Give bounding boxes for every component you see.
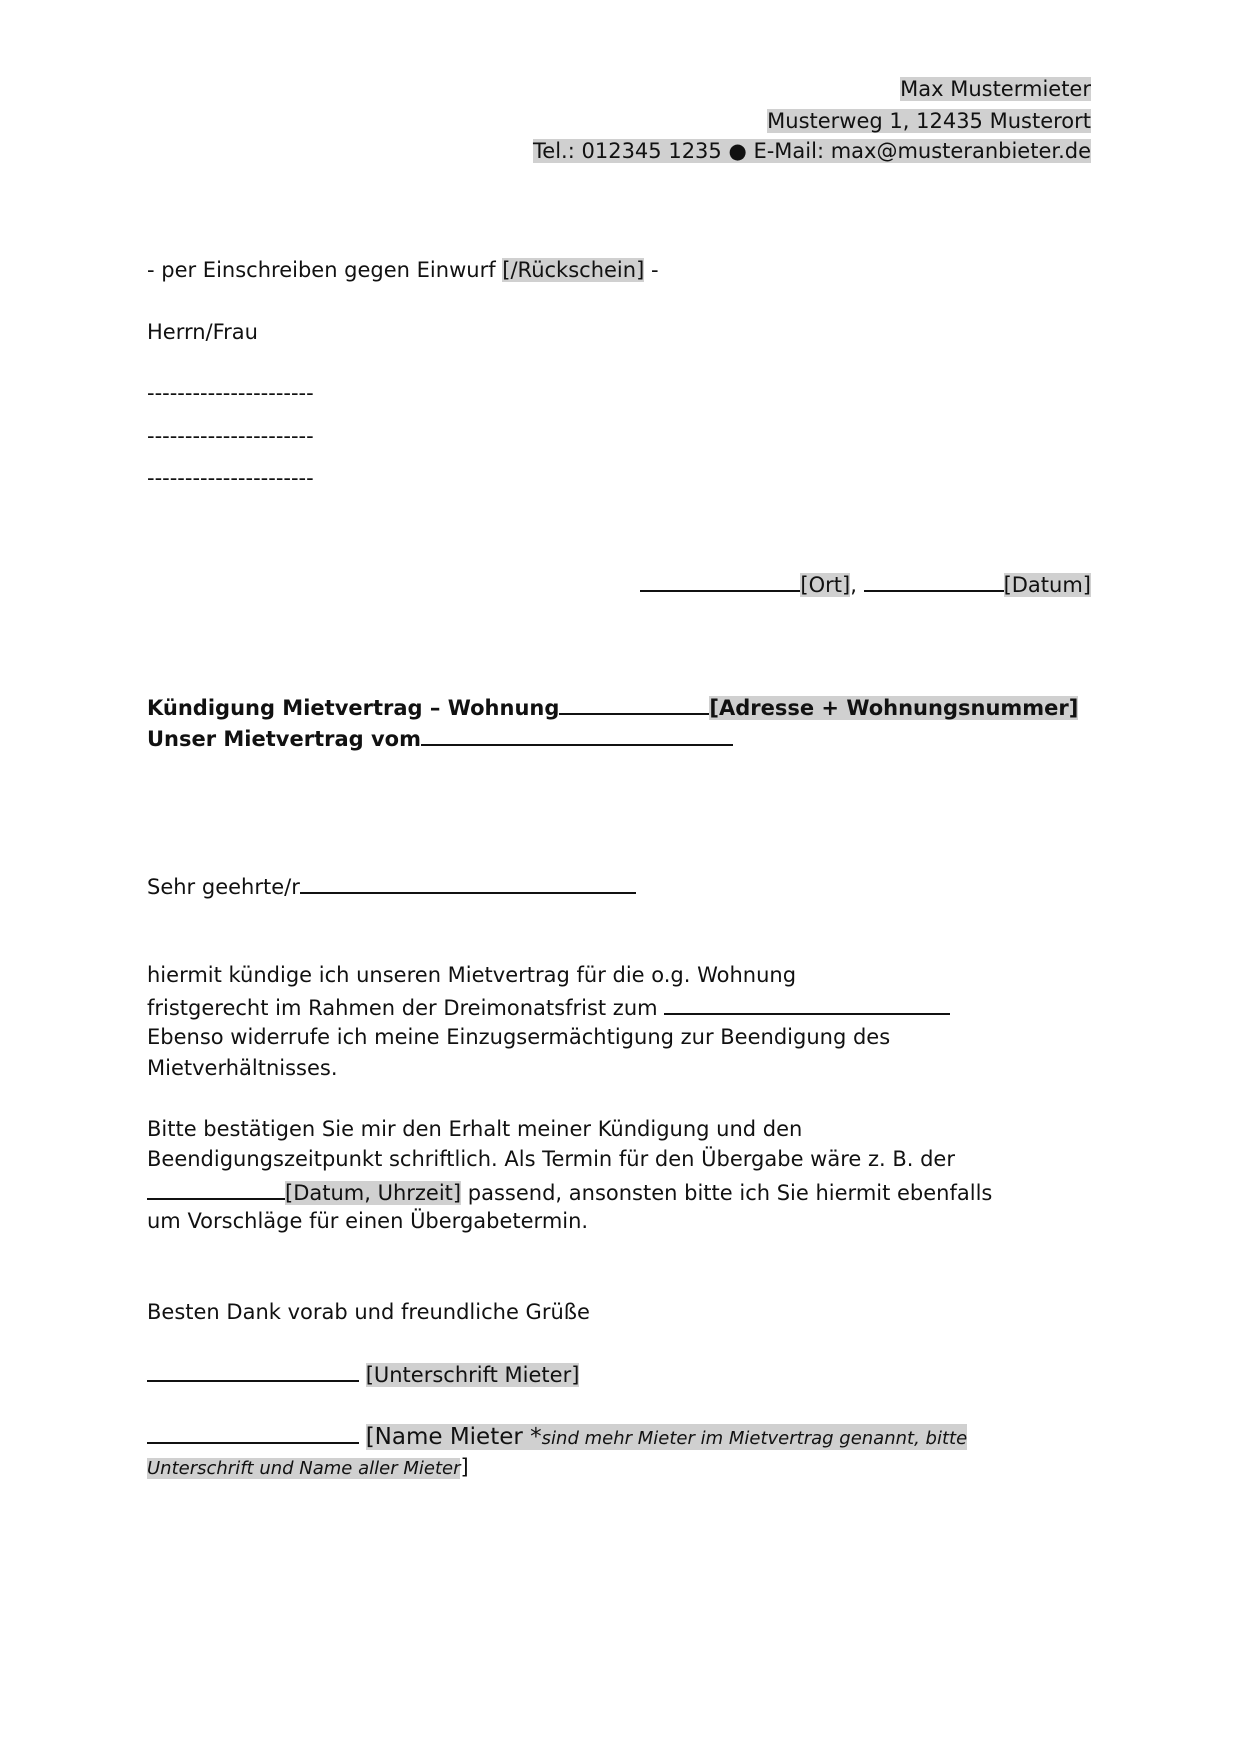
signature-blank — [147, 1358, 359, 1382]
signature-line: [Unterschrift Mieter] — [147, 1358, 579, 1388]
paragraph-1-line: hiermit kündige ich unseren Mietvertrag für die o.g. Wohnung — [147, 963, 797, 987]
subject-line-2: Unser Mietvertrag vom — [147, 722, 733, 752]
handover-date-blank — [147, 1176, 285, 1200]
date-blank — [864, 568, 1004, 592]
name-line: [Name Mieter *sind mehr Mieter im Mietvertrag genannt, bitte — [147, 1420, 967, 1450]
paragraph-2-line: Bitte bestätigen Sie mir den Erhalt meiner Kündigung und den — [147, 1117, 803, 1141]
paragraph-1-line: Ebenso widerrufe ich meine Einzugsermächtigung zur Beendigung des — [147, 1025, 891, 1049]
subject-line-1: Kündigung Mietvertrag – Wohnung [Adresse + Wohnungsnummer] — [147, 691, 1078, 721]
paragraph-2-line: um Vorschläge für einen Übergabetermin. — [147, 1209, 589, 1233]
termination-date-blank — [664, 991, 950, 1015]
place-blank — [640, 568, 800, 592]
sender-name: Max Mustermieter — [900, 77, 1091, 101]
paragraph-1-line: fristgerecht im Rahmen der Dreimonatsfrist zum — [147, 991, 950, 1021]
recipient-line: ---------------------- — [147, 466, 314, 490]
contract-date-blank — [421, 722, 733, 746]
name-blank — [300, 870, 636, 894]
greeting: Sehr geehrte/r — [147, 870, 636, 900]
recipient-line: ---------------------- — [147, 381, 314, 405]
address-blank — [559, 691, 709, 715]
place-date: [Ort], [Datum] — [640, 568, 1091, 598]
name-blank — [147, 1420, 359, 1444]
closing: Besten Dank vorab und freundliche Grüße — [147, 1300, 590, 1324]
recipient-line: ---------------------- — [147, 424, 314, 448]
delivery-method: - per Einschreiben gegen Einwurf [/Rückschein] - — [147, 258, 659, 282]
paragraph-1-line: Mietverhältnisses. — [147, 1056, 338, 1080]
paragraph-2-line: [Datum, Uhrzeit] passend, ansonsten bitte ich Sie hiermit ebenfalls — [147, 1176, 992, 1206]
name-line-note: Unterschrift und Name aller Mieter] — [147, 1455, 469, 1479]
recipient-salutation: Herrn/Frau — [147, 320, 258, 344]
paragraph-2-line: Beendigungszeitpunkt schriftlich. Als Termin für den Übergabe wäre z. B. der — [147, 1147, 955, 1171]
sender-contact: Tel.: 012345 1235 ● E-Mail: max@musteranbieter.de — [533, 139, 1091, 163]
sender-address: Musterweg 1, 12435 Musterort — [767, 109, 1091, 133]
